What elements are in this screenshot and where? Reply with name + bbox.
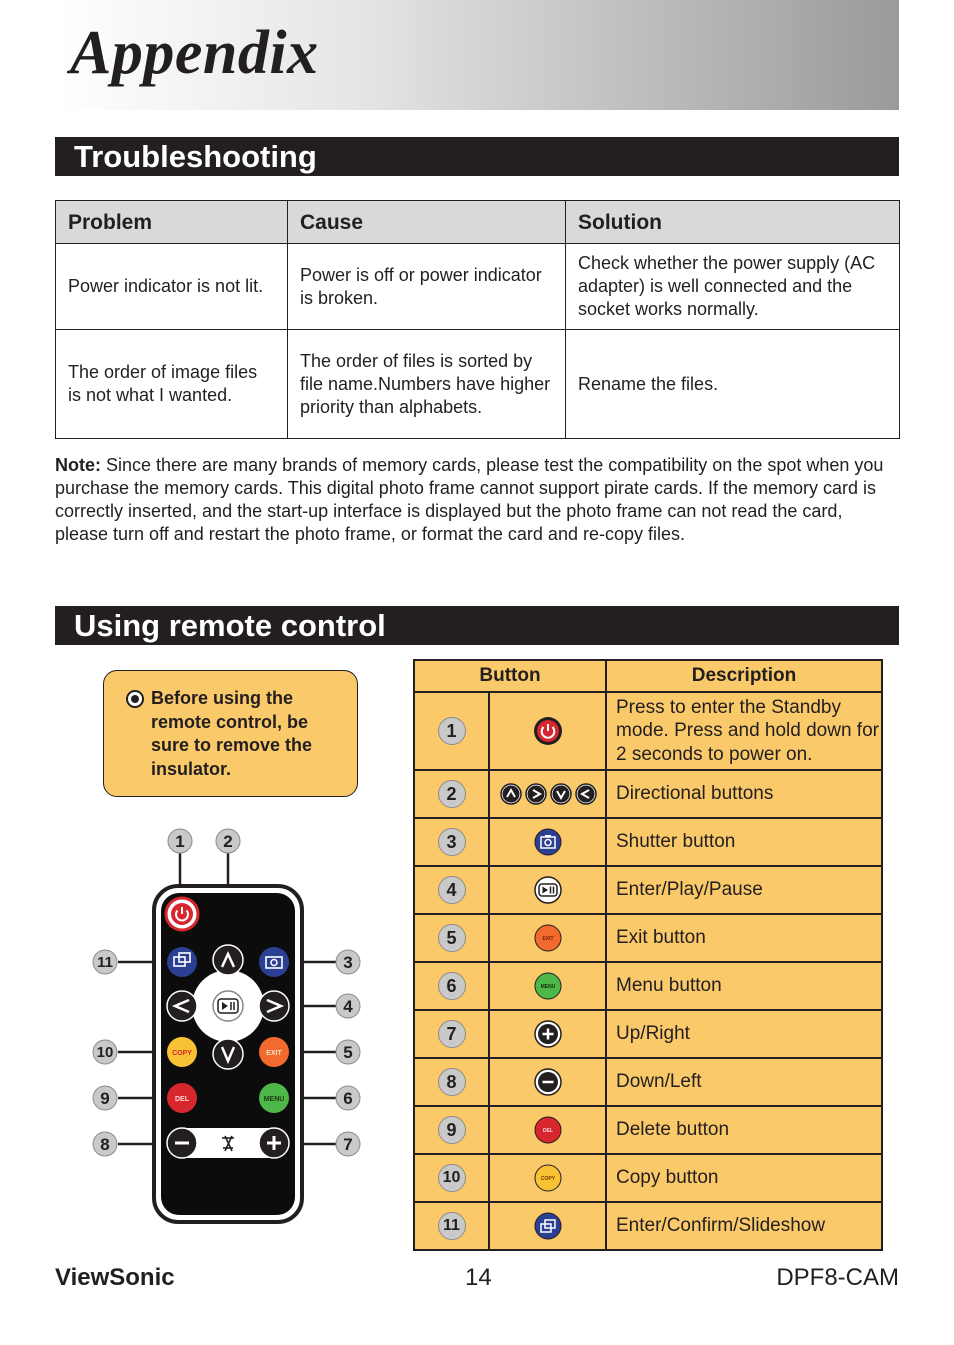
table-row [414,866,882,914]
row-number: 7 [438,1020,466,1048]
power-icon [533,716,563,746]
note-label: Note: [55,455,101,475]
diagram-number-9: 9 [100,1089,110,1108]
plus-icon [534,1020,562,1048]
copy-icon [534,1164,562,1192]
remote-heading-bar [55,606,899,645]
remote-heading: Using remote control [74,608,386,643]
table-row [414,1106,882,1154]
table-row [414,914,882,962]
description-cell: Enter/Confirm/Slideshow [606,1202,882,1250]
remote-button-table [413,659,883,1251]
row-number: 1 [438,717,466,745]
table-header-row [56,201,900,244]
exit-icon-label: EXIT [541,936,554,942]
diagram-camera-button [259,947,289,977]
diagram-copy-label: COPY [172,1050,192,1057]
delete-icon-label: DEL [542,1128,553,1134]
diagram-menu-label: MENU [263,1096,285,1103]
description-cell: Enter/Play/Pause [606,866,882,914]
troubleshooting-heading-bar [55,137,899,176]
problem-cell: Power indicator is not lit. [56,244,288,330]
solution-cell: Check whether the power supply (AC adapter) is well connected and the socket works normally. [566,244,900,330]
camera-icon [534,828,562,856]
diagram-up-button [213,945,243,975]
description-cell: Copy button [606,1154,882,1202]
row-number: 11 [438,1212,466,1240]
troubleshooting-table [55,200,900,439]
remote-control-diagram [90,826,380,1226]
row-number: 9 [438,1116,466,1144]
play-pause-icon [534,876,562,904]
footer-model: DPF8-CAM [776,1264,899,1291]
directional-icons [499,782,597,806]
bullet-icon [126,690,144,708]
diagram-right-button [259,991,289,1021]
footer-page-number: 14 [465,1264,492,1291]
troubleshooting-heading: Troubleshooting [74,139,317,174]
page-title: Appendix [70,19,319,87]
row-number: 6 [438,972,466,1000]
column-header-cause: Cause [288,201,566,244]
row-number: 2 [438,780,466,808]
note-paragraph [55,454,900,546]
exit-icon [534,924,562,952]
description-cell: Menu button [606,962,882,1010]
diagram-number-2: 2 [223,832,233,851]
diagram-del-label: DEL [175,1096,189,1103]
description-cell: Press to enter the Standby mode. Press and hold down for 2 seconds to power on. [606,692,882,770]
table-row [414,692,882,770]
diagram-number-11: 11 [97,954,113,971]
diagram-number-7: 7 [343,1135,353,1154]
column-header-description: Description [606,660,882,692]
diagram-number-1: 1 [175,832,185,851]
copy-icon-label: COPY [540,1176,555,1182]
diagram-number-3: 3 [343,953,353,972]
table-row [56,244,900,330]
description-cell: Up/Right [606,1010,882,1058]
table-row [414,1058,882,1106]
table-row [414,962,882,1010]
row-number: 10 [438,1164,466,1192]
diagram-down-button [213,1039,243,1069]
solution-cell: Rename the files. [566,330,900,439]
minus-icon [534,1068,562,1096]
diagram-number-8: 8 [100,1135,110,1154]
column-header-solution: Solution [566,201,900,244]
row-number: 4 [438,876,466,904]
diagram-number-10: 10 [96,1044,114,1061]
table-row [414,770,882,818]
table-row [414,1202,882,1250]
description-cell: Directional buttons [606,770,882,818]
diagram-number-6: 6 [343,1089,353,1108]
problem-cell: The order of image files is not what I wanted. [56,330,288,439]
note-text: Since there are many brands of memory cards, please test the compatibility on the spot when you purchase the memory cards. This digital photo frame cannot support pirate cards. If the memory card is correctly inserted, and the start-up interface is displayed but the photo frame can not read the card, please turn off and restart the photo frame, or format the card and re-copy files. [55,455,884,544]
cause-cell: Power is off or power indicator is broken. [288,244,566,330]
slideshow-icon [534,1212,562,1240]
menu-icon [534,972,562,1000]
description-cell: Shutter button [606,818,882,866]
table-row [414,1154,882,1202]
callout-text: Before using the remote control, be sure to remove the insulator. [151,688,313,779]
column-header-button: Button [414,660,606,692]
insulator-callout [103,670,358,797]
cause-cell: The order of files is sorted by file name.Numbers have higher priority than alphabets. [288,330,566,439]
table-header-row [414,660,882,692]
description-cell: Down/Left [606,1058,882,1106]
description-cell: Exit button [606,914,882,962]
row-number: 5 [438,924,466,952]
diagram-left-button [167,991,197,1021]
table-row [56,330,900,439]
row-number: 3 [438,828,466,856]
diagram-exit-label: EXIT [266,1050,282,1057]
row-number: 8 [438,1068,466,1096]
menu-icon-label: MENU [540,984,555,990]
description-cell: Delete button [606,1106,882,1154]
footer-brand: ViewSonic [55,1264,175,1291]
diagram-number-4: 4 [343,997,353,1016]
table-row [414,818,882,866]
column-header-problem: Problem [56,201,288,244]
diagram-number-5: 5 [343,1043,353,1062]
delete-icon [534,1116,562,1144]
table-row [414,1010,882,1058]
